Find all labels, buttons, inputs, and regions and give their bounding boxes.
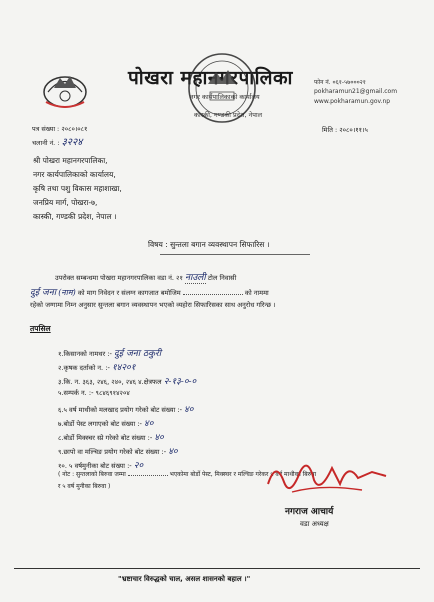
seal-line: कास्की, गण्डकी प्रदेश, नेपाल xyxy=(194,111,263,119)
page-title: पोखरा महानगरपालिका xyxy=(128,67,293,89)
detail-value: ४० xyxy=(184,405,194,415)
detail-value: ४० xyxy=(154,433,164,443)
subject-line: विषय : सुन्तला बगान व्यवस्थापन सिफारिस । xyxy=(148,240,270,249)
detail-label: १.किसानको नामथर :- xyxy=(58,350,112,358)
addressee-line: कास्की, गण्डकी प्रदेश, नेपाल । xyxy=(33,212,117,221)
tapsil-heading: तपसिल xyxy=(30,324,51,333)
addressee-line: नगर कार्यपालिकाको कार्यालय, xyxy=(33,170,116,179)
body-text: उपरोक्त सम्बन्धमा पोखरा महानगरपालिका वडा नं. २१ xyxy=(55,274,183,282)
seal-line: नगर कार्यपालिकाको कार्यालय xyxy=(190,93,260,101)
body-text: को नाममा xyxy=(244,289,269,297)
detail-label: ९.छापो वा मल्चिङ प्रयोग गरेको बोट संख्या :- xyxy=(58,448,167,456)
detail-label: १०. ५ वर्षमुनीका बोट संख्या :- xyxy=(58,462,132,470)
detail-value: २० xyxy=(133,461,144,471)
detail-value: २-१३-०-० xyxy=(163,377,197,387)
detail-label: ७.बोर्डो पेस्ट लगाएको बोट संख्या :- xyxy=(58,420,142,428)
blank-field xyxy=(183,294,243,295)
body-text: को माग निवेदन र संलग्न कागजात बमोजिम xyxy=(77,289,181,297)
chalani-label: चलानी नं. : xyxy=(32,139,60,147)
detail-label: ६.५ वर्ष माथीको मलखाद प्रयोग गरेको बोट संख्या :- xyxy=(58,406,182,414)
blank-field xyxy=(128,475,168,476)
tol-handwritten: नाउली xyxy=(185,270,206,284)
footer-divider xyxy=(14,568,420,569)
date-text: मिति : २०८०।११।५ xyxy=(322,126,368,134)
applicant-handwritten: दुई जना xyxy=(30,288,57,298)
addressee-line: जनप्रिय मार्ग, पोखरा-७, xyxy=(33,198,98,207)
detail-label: २.कृषक दर्ताको न. :- xyxy=(58,364,110,372)
subject-underline xyxy=(160,254,310,255)
detail-value: दुई जना ठकुरी xyxy=(114,349,162,359)
patra-sankhya: पत्र संख्या : २०८०।०८१ xyxy=(32,125,88,133)
detail-label: ५.सम्पर्क न. :- ९८४६९१४२०४ xyxy=(58,389,130,397)
note-text: र ५ वर्ष मुनीका बिरुवा ) xyxy=(58,483,111,490)
email-text: pokharamun21@gmail.com xyxy=(314,88,398,95)
detail-label: ८.बोर्डो मिक्स्चर स्प्रे गरेको बोट संख्या :- xyxy=(58,434,153,442)
note-text: ( नोट : सुन्तलाको बिरुवा जम्मा xyxy=(58,471,126,478)
website-text: www.pokharamun.gov.np xyxy=(314,98,391,105)
signatory-title: वडा अध्यक्ष xyxy=(300,520,329,528)
signatory-name: नगराज आचार्य xyxy=(285,507,334,517)
detail-label: ३.कि. न. ३६३, २४६, २४०, २४६ ४.क्षेत्रफल xyxy=(58,378,162,386)
applicant-handwritten: (नाम) xyxy=(58,288,76,297)
detail-value: ४० xyxy=(168,447,178,457)
detail-value: ४० xyxy=(144,419,154,429)
nepal-emblem-icon xyxy=(40,66,90,110)
note-text: भएकोमा बोर्डो पेस्ट, मिक्स्चर र मल्चिङ गरेकर ५ वर्ष माथीका बिरुवा xyxy=(169,471,317,478)
phone-text: फोन नं. ०६१-५७०००२१ xyxy=(314,79,366,86)
addressee-line: कृषि तथा पशु विकास महाशाखा, xyxy=(33,184,122,193)
footer-slogan: "भ्रष्टाचार विरुद्धको चाल, असल शासनको बहाल ।" xyxy=(118,575,251,583)
addressee-line: श्री पोखरा महानगरपालिका, xyxy=(33,156,108,165)
handwritten-signature xyxy=(262,454,402,504)
body-text: टोल निवासी xyxy=(207,274,237,282)
body-text: रहेको जग्गामा निम्न अनुसार सुन्तला बगान व्यवस्थापन भएको व्यहोरा सिफारिसका साथ अनुरोध गरिन्छ । xyxy=(30,301,276,309)
detail-value: १४२०१ xyxy=(111,363,136,373)
chalani-number: ३२२४ xyxy=(61,137,83,148)
